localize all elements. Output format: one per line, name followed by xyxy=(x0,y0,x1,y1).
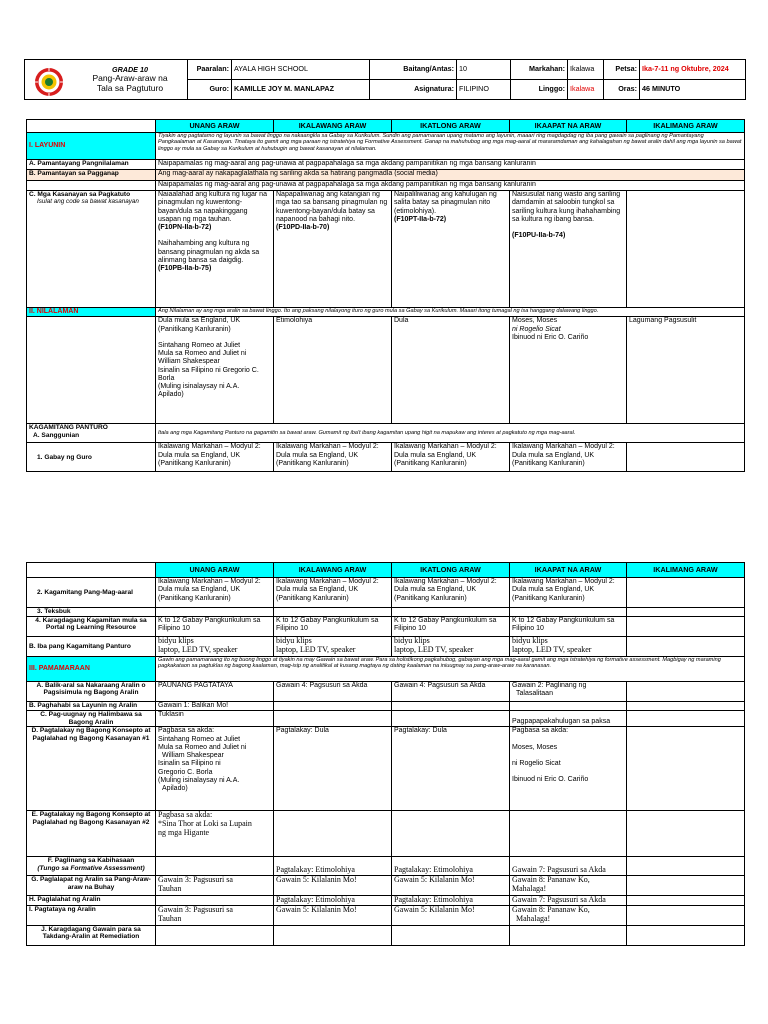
paglalahat-day5 xyxy=(627,896,745,906)
doc-title-line-2: Tala sa Pagtuturo xyxy=(96,82,164,93)
nilalaman-day4-summary: Ibinuod ni Eric O. Cariño xyxy=(512,333,589,341)
balik-aral-day3: Gawain 4: Pagsusuri sa Akda xyxy=(392,682,510,702)
pamantayan-sa-pagganap-text: Ang mag-aaral ay nakapaglalathala ng sariling akda sa hatirang pangmadla (social media) xyxy=(156,170,745,181)
laptop-line: laptop, LED TV, speaker xyxy=(512,644,592,654)
kasanayan-day3-code: (F10PT-IIa-b-72) xyxy=(394,215,447,223)
pagtataya-day4 xyxy=(510,906,627,926)
portal-day3 xyxy=(392,617,510,637)
nilalaman-note: Ang Nilalaman ay ang mga aralin sa bawat linggo. Ito ang paksang nilalayong ituro ng guro mula sa Gabay sa Kurikulum. Maaari itong tumagal ng isa hanggang dalawang linggo. xyxy=(156,308,745,317)
nilalaman-day1-line: Mula sa Romeo and Juliet ni xyxy=(158,350,247,357)
pagtataya-day2: Gawain 5: Kilalanin Mo! xyxy=(274,906,392,926)
quarter-value: Ikalawa xyxy=(568,60,604,80)
day-header-2: IKALAWANG ARAW xyxy=(274,120,392,133)
portal-day5 xyxy=(627,617,745,637)
plan-table-2 xyxy=(26,562,745,946)
bidyu-line: bidyu klips xyxy=(158,636,194,645)
pagtalakay-1-day2: Pagtalakay: Dula xyxy=(274,727,392,811)
portal-day1 xyxy=(156,617,274,637)
modyul-line: Ikalawang Markahan – Modyul 2: xyxy=(158,578,261,585)
kagamitang-mag-aaral-day3 xyxy=(392,578,510,608)
paghahabi-day3 xyxy=(392,702,510,711)
doc-title-line-1: Pang-Araw-araw na xyxy=(92,72,168,83)
k12-line: Filipino 10 xyxy=(512,625,544,633)
kasanayan-day3 xyxy=(392,191,510,308)
pag-uugnay-day3 xyxy=(392,711,510,727)
modyul-line: (Panitikang Kanluranin) xyxy=(394,594,467,602)
day-header-1: UNANG ARAW xyxy=(156,120,274,133)
akda-line: Moses, Moses xyxy=(512,743,558,751)
kagamitan-label: KAGAMITANG PANTURO xyxy=(29,424,108,432)
gawain-8-line: Gawain 8: Pananaw Ko, xyxy=(512,905,590,915)
time-value: 46 MINUTO xyxy=(640,80,746,100)
nilalaman-day1-line: William Shakespear xyxy=(158,358,220,366)
takdang-aralin-label: J. Karagdagang Gawain para sa Takdang-Aralin at Remediation xyxy=(27,926,156,946)
quarter-label: Markahan: xyxy=(511,60,568,80)
k12-line: K to 12 Gabay Pangkurikulum sa xyxy=(158,617,261,624)
kagamitang-mag-aaral-label: 2. Kagamitang Pang-Mag-aaral xyxy=(27,578,156,608)
akda-line: Isinalin sa Filipino ni xyxy=(158,760,221,768)
week-label: Linggo: xyxy=(511,80,568,100)
gabay-day5 xyxy=(627,443,745,472)
gawain-8-line: Gawain 8: Pananaw Ko, xyxy=(512,875,590,885)
nilalaman-day4 xyxy=(510,317,627,424)
modyul-line: Ikalawang Markahan – Modyul 2: xyxy=(276,578,379,585)
gabay-day2 xyxy=(274,443,392,472)
day-header-5: IKALIMANG ARAW xyxy=(627,563,745,578)
kagamitang-mag-aaral-day1 xyxy=(156,578,274,608)
paglinang-day2: Pagtalakay: Etimolohiya xyxy=(274,857,392,876)
paghahabi-label: B. Paghahabi sa Layunin ng Aralin xyxy=(27,702,156,711)
portal-label: 4. Karagdagang Kagamitan mula sa Portal ng Learning Resource xyxy=(27,617,156,637)
nilalaman-day1-line: Isinalin sa Filipino ni Gregorio C. xyxy=(158,366,259,374)
nilalaman-day1-line: (Muling isinalaysay ni A.A. xyxy=(158,383,240,390)
gabay-line: Ikalawang Markahan – Modyul 2: xyxy=(394,443,497,451)
pamantayang-pangnilalaman-text: Naipapamalas ng mag-aaral ang pag-unawa at pagpapahalaga sa mga akdang pampanitikan ng mga bansang kanluranin xyxy=(156,160,745,170)
paglinang-day1 xyxy=(156,857,274,876)
kasanayan-day1-text: Naiaalahad ang kultura ng lugar na pinagmulan ng kuwentong-bayan/dula sa napakinggang usapan ng mga tauhan. xyxy=(158,191,267,223)
akda-line: (Muling isinalaysay ni A.A. xyxy=(158,776,240,784)
day-header-4: IKAAPAT NA ARAW xyxy=(510,563,627,578)
pag-uugnay-day4: Pagpapapakahulugan sa paksa xyxy=(510,711,627,727)
modyul-line: Ikalawang Markahan – Modyul 2: xyxy=(394,578,497,585)
gabay-day3 xyxy=(392,443,510,472)
gabay-label: 1. Gabay ng Guro xyxy=(27,443,156,472)
paglalapat-day2: Gawain 5: Kilalanin Mo! xyxy=(274,876,392,896)
modyul-line: Ikalawang Markahan – Modyul 2: xyxy=(512,578,615,585)
pagtalakay-1-day1 xyxy=(156,727,274,811)
pagtalakay-2-day4 xyxy=(510,811,627,857)
teksbuk-day5 xyxy=(627,608,745,617)
paglalahat-day2: Pagtalakay: Etimolohiya xyxy=(274,896,392,906)
balik-aral-label: A. Balik-aral sa Nakaraang Aralin o Pagsisimula ng Bagong Aralin xyxy=(27,682,156,702)
pamantayang-pangnilalaman-label: A. Pamantayang Pangnilalaman xyxy=(27,160,156,170)
kasanayan-day4-code: (F10PU-IIa-b-74) xyxy=(512,232,566,239)
nilalaman-day1 xyxy=(156,317,274,424)
nilalaman-day1-line: Dula mula sa England, UK xyxy=(158,317,241,325)
gabay-line: Dula mula sa England, UK xyxy=(276,451,359,459)
pamamaraan-label: III. PAMAMARAAN xyxy=(27,657,156,682)
paglalapat-day3: Gawain 5: Kilalanin Mo! xyxy=(392,876,510,896)
modyul-line: Dula mula sa England, UK xyxy=(276,586,359,594)
paglalahat-day3: Pagtalakay: Etimolohiya xyxy=(392,896,510,906)
takdang-aralin-day3 xyxy=(392,926,510,946)
pagtalakay-2-day3 xyxy=(392,811,510,857)
layunin-note: Tiyakin ang pagtatamo ng layunin sa bawat linggo na nakaangkla sa Gabay sa Kurikulum. Sundin ang pamamaraan upang matamo ang layunin, maaari ring magdagdag ng iba pang gawain sa paglinang ng Pamantayang Pangkaalaman at Kasanayan. Tinataya ito gamit ang mga paraan ng istratehiya ng Formative Assessment. Ganap na mahuhubog ang mga mag-aaral at mararamdaman ang kahalagahan ng bawat aralin dahil ang mga layunin sa bawat linggo ay mula sa Gabay sa Kurikulum at huhubugin ang bawat kasanayan at nilalaman. xyxy=(156,133,745,160)
nilalaman-day4-title: Moses, Moses xyxy=(512,317,558,325)
akda-line: ni Rogelio Sicat xyxy=(512,759,561,767)
pag-uugnay-label: C. Pag-uugnay ng Halimbawa sa Bagong Aralin xyxy=(27,711,156,727)
laptop-line: laptop, LED TV, speaker xyxy=(394,644,474,654)
gabay-line: (Panitikang Kanluranin) xyxy=(394,459,467,467)
day-header-4: IKAAPAT NA ARAW xyxy=(510,120,627,133)
kasanayan-day1-code: (F10PN-IIa-b-72) xyxy=(158,224,212,231)
thor-line: Pagbasa sa akda: xyxy=(158,810,213,820)
gabay-line: Dula mula sa England, UK xyxy=(394,451,477,459)
takdang-aralin-day5 xyxy=(627,926,745,946)
k12-line: K to 12 Gabay Pangkurikulum sa xyxy=(394,617,497,624)
k12-line: K to 12 Gabay Pangkurikulum sa xyxy=(276,617,379,624)
akda-line: Sintahang Romeo at Juliet xyxy=(158,735,241,743)
plan-table-1 xyxy=(26,119,745,472)
kasanayan-label: C. Mga Kasanayan sa Pagkatuto xyxy=(29,191,131,198)
paglalahat-day4: Gawain 7: Pagsusuri sa Akda xyxy=(510,896,627,906)
akda-line: Mula sa Romeo and Juliet ni xyxy=(158,743,247,751)
header-title-cell xyxy=(25,60,188,100)
teacher-value: KAMILLE JOY M. MANLAPAZ xyxy=(232,80,370,100)
kasanayan-day5 xyxy=(627,191,745,308)
portal-day4 xyxy=(510,617,627,637)
paglinang-day5 xyxy=(627,857,745,876)
akda-line: Apilado) xyxy=(162,785,188,792)
kasanayan-day1-code2: (F10PB-IIa-b-75) xyxy=(158,265,212,272)
iba-pang-kagamitan-day1 xyxy=(156,637,274,657)
bidyu-line: bidyu klips xyxy=(512,636,548,645)
corner-cell-2 xyxy=(27,563,156,578)
gabay-day1 xyxy=(156,443,274,472)
nilalaman-day4-author: ni Rogelio Sicat xyxy=(512,325,561,333)
pagtalakay-2-day1 xyxy=(156,811,274,857)
paglalapat-label: G. Paglalapat ng Aralin sa Pang-Araw-araw na Buhay xyxy=(27,876,156,896)
paglalahat-label: H. Paglalahat ng Aralin xyxy=(27,896,156,906)
k12-line: Filipino 10 xyxy=(276,625,308,633)
grade-title: GRADE 10 xyxy=(112,64,148,74)
teacher-label: Guro: xyxy=(188,80,232,100)
gabay-line: (Panitikang Kanluranin) xyxy=(158,459,231,467)
gabay-line: Ikalawang Markahan – Modyul 2: xyxy=(276,443,379,451)
day-header-1: UNANG ARAW xyxy=(156,563,274,578)
modyul-line: Dula mula sa England, UK xyxy=(394,586,477,594)
pagtalakay-1-day4 xyxy=(510,727,627,811)
kasanayan-day1 xyxy=(156,191,274,308)
pagtalakay-1-day5 xyxy=(627,727,745,811)
takdang-aralin-day2 xyxy=(274,926,392,946)
layunin-label: I. LAYUNIN xyxy=(27,133,156,160)
thor-line: ng mga Higante xyxy=(158,827,210,837)
laptop-line: laptop, LED TV, speaker xyxy=(158,644,238,654)
kagamitang-mag-aaral-day5 xyxy=(627,578,745,608)
iba-pang-kagamitan-day4 xyxy=(510,637,627,657)
modyul-line: Dula mula sa England, UK xyxy=(158,586,241,594)
paglalapat-day5 xyxy=(627,876,745,896)
nilalaman-blank xyxy=(27,317,156,424)
school-label: Paaralan: xyxy=(188,60,232,80)
gawain-3-line: Gawain 3: Pagsusuri sa xyxy=(158,875,233,885)
akda-line: Gregorio C. Borla xyxy=(158,768,213,776)
balik-aral-day1: PAUNANG PAGTATAYA xyxy=(156,682,274,702)
akda-line: Pagbasa sa akda: xyxy=(512,727,569,735)
time-label: Oras: xyxy=(604,80,640,100)
day-header-2: IKALAWANG ARAW xyxy=(274,563,392,578)
subject-value: FILIPINO xyxy=(457,80,511,100)
paglinang-day4: Gawain 7: Pagsusuri sa Akda xyxy=(510,857,627,876)
header-table xyxy=(24,59,746,100)
blank-label xyxy=(27,181,156,191)
kagamitang-mag-aaral-day2 xyxy=(274,578,392,608)
gabay-line: Dula mula sa England, UK xyxy=(512,451,595,459)
gabay-line: Ikalawang Markahan – Modyul 2: xyxy=(512,443,615,451)
k12-line: K to 12 Gabay Pangkurikulum sa xyxy=(512,617,615,624)
nilalaman-day1-line: (Panitikang Kanluranin) xyxy=(158,325,231,333)
gawain-3-line: Tauhan xyxy=(158,884,182,894)
bidyu-line: bidyu klips xyxy=(276,636,312,645)
day-header-3: IKATLONG ARAW xyxy=(392,563,510,578)
gabay-line: (Panitikang Kanluranin) xyxy=(512,459,585,467)
kasanayan-day4 xyxy=(510,191,627,308)
iba-pang-kagamitan-day2 xyxy=(274,637,392,657)
gawain-2-line: Gawain 2: Paglinang ng xyxy=(512,682,587,689)
kagamitan-note: Itala ang mga Kagamitang Panturo na gagamitin sa bawat araw. Gumamit ng iba't ibang kagamitan upang higit na mapukaw ang interes at pagkatuto ng mga mag-aaral. xyxy=(156,424,745,443)
balik-aral-day2: Gawain 4: Pagsusuri sa Akda xyxy=(274,682,392,702)
kasanayan-day2-text: Napapaliwanag ang katangian ng mga tao sa bansang pinagmulan ng kuwentong-bayan/dula batay sa napanood na bahagi nito. xyxy=(276,191,388,223)
paglinang-sub: (Tungo sa Formative Assessment) xyxy=(37,864,145,872)
kasanayan-label-cell xyxy=(27,191,156,308)
nilalaman-day1-line: Apilado) xyxy=(158,391,184,399)
pagtalakay-2-day2 xyxy=(274,811,392,857)
takdang-aralin-day1 xyxy=(156,926,274,946)
gabay-line: Ikalawang Markahan – Modyul 2: xyxy=(158,443,261,451)
school-value: AYALA HIGH SCHOOL xyxy=(232,60,370,80)
laptop-line: laptop, LED TV, speaker xyxy=(276,644,356,654)
gawain-3-line: Tauhan xyxy=(158,913,182,923)
pag-uugnay-day5 xyxy=(627,711,745,727)
gawain-3-line: Gawain 3: Pagsusuri sa xyxy=(158,905,233,915)
paghahabi-day1: Gawain 1: Balikan Mo! xyxy=(156,702,274,711)
gabay-line: (Panitikang Kanluranin) xyxy=(276,459,349,467)
paglalahat-day1 xyxy=(156,896,274,906)
teksbuk-day4 xyxy=(510,608,627,617)
pagtataya-day1 xyxy=(156,906,274,926)
teksbuk-day1 xyxy=(156,608,274,617)
pagtataya-label: I. Pagtataya ng Aralin xyxy=(27,906,156,926)
day-header-5: IKALIMANG ARAW xyxy=(627,120,745,133)
paglinang-label-cell xyxy=(27,857,156,876)
paglinang-label: F. Paglinang sa Kabihasaan xyxy=(47,857,135,865)
pag-uugnay-day1: Tuklasin xyxy=(156,711,274,727)
day-header-3: IKATLONG ARAW xyxy=(392,120,510,133)
grade-value: 10 xyxy=(457,60,511,80)
pagtalakay-2-day5 xyxy=(627,811,745,857)
akda-line: William Shakespear xyxy=(162,752,224,759)
iba-pang-kagamitan-label: B. Iba pang Kagamitang Panturo xyxy=(27,637,156,657)
gawain-8-line: Mahalaga! xyxy=(512,884,547,894)
kasanayan-day1-text2: Naihahambing ang kultura ng bansang pinagmulan ng akda sa alinmang bansa sa daigdig. xyxy=(158,240,260,264)
iba-pang-kagamitan-day3 xyxy=(392,637,510,657)
nilalaman-day2: Etimolohiya xyxy=(274,317,392,424)
gawain-2-line: Talasalitaan xyxy=(516,690,553,698)
balik-aral-day5 xyxy=(627,682,745,702)
gawain-8-line: Mahalaga! xyxy=(516,913,551,923)
iba-pang-kagamitan-day5 xyxy=(627,637,745,657)
pamantayan-repeat-text: Naipapamalas ng mag-aaral ang pag-unawa at pagpapahalaga sa mga akdang pampanitikan ng mga bansang kanluranin xyxy=(156,181,745,191)
pagtalakay-2-label: E. Pagtalakay ng Bagong Konsepto at Paglalahad ng Bagong Kasanayan #2 xyxy=(27,811,156,857)
pag-uugnay-day2 xyxy=(274,711,392,727)
kagamitang-mag-aaral-day4 xyxy=(510,578,627,608)
pagtataya-day5 xyxy=(627,906,745,926)
paghahabi-day4 xyxy=(510,702,627,711)
paghahabi-day2 xyxy=(274,702,392,711)
thor-line: *Sina Thor at Loki sa Lupain xyxy=(158,819,252,829)
k12-line: Filipino 10 xyxy=(394,625,426,633)
nilalaman-day1-line: Sintahang Romeo at Juliet xyxy=(158,341,241,349)
nilalaman-day5: Lagumang Pagsusulit xyxy=(627,317,745,424)
gabay-day4 xyxy=(510,443,627,472)
kasanayan-day2 xyxy=(274,191,392,308)
subject-label: Asignatura: xyxy=(370,80,457,100)
balik-aral-day4 xyxy=(510,682,627,702)
nilalaman-label: II. NILALAMAN xyxy=(27,308,156,317)
paglinang-day3: Pagtalakay: Etimolohiya xyxy=(392,857,510,876)
pagtataya-day3: Gawain 5: Kilalanin Mo! xyxy=(392,906,510,926)
kasanayan-day2-code: (F10PD-IIa-b-70) xyxy=(276,224,330,231)
week-value: Ikalawa xyxy=(568,80,604,100)
paglalapat-day4 xyxy=(510,876,627,896)
teksbuk-day2 xyxy=(274,608,392,617)
paghahabi-day5 xyxy=(627,702,745,711)
kasanayan-sub: Isulat ang code sa bawat kasanayan xyxy=(37,198,139,206)
teksbuk-day3 xyxy=(392,608,510,617)
akda-line: Ibinuod ni Eric O. Cariño xyxy=(512,776,589,783)
pagtalakay-1-label: D. Pagtalakay ng Bagong Konsepto at Paglalahad ng Bagong Kasanayan #1 xyxy=(27,727,156,811)
nilalaman-day1-line: Borla xyxy=(158,374,175,382)
teksbuk-label: 3. Teksbuk xyxy=(27,608,156,617)
gabay-line: Dula mula sa England, UK xyxy=(158,451,241,459)
pamantayan-sa-pagganap-label: B. Pamantayan sa Pagganap xyxy=(27,170,156,181)
nilalaman-day3: Dula xyxy=(392,317,510,424)
sanggunian-label: A. Sanggunian xyxy=(33,431,80,439)
pagtalakay-1-day3: Pagtalakay: Dula xyxy=(392,727,510,811)
pamamaraan-note: Gawin ang pamamaraang ito ng buong linggo at tiyakin na may Gawain sa bawat araw. Para sa holistikong pagkahubog, gabayan ang mga mag-aaral gamit ang mga istratehiya ng formative assessment. Magbigay ng maraming pagkakataon sa pagtuklas ng bagong kaalaman, mag-isip ng analitikal at kusang magtaya ng dating kaalaman na iniuugnay sa pang-araw-araw na karanasan. xyxy=(156,657,745,682)
paglalapat-day1 xyxy=(156,876,274,896)
portal-day2 xyxy=(274,617,392,637)
takdang-aralin-day4 xyxy=(510,926,627,946)
modyul-line: Dula mula sa England, UK xyxy=(512,586,595,594)
kagamitan-label-cell xyxy=(27,424,156,443)
date-value: Ika-7-11 ng Oktubre, 2024 xyxy=(640,60,746,80)
modyul-line: (Panitikang Kanluranin) xyxy=(158,594,231,602)
grade-label: Baitang/Antas: xyxy=(370,60,457,80)
corner-cell xyxy=(27,120,156,133)
kasanayan-day3-text: Naipaliliwanag ang kahulugan ng salita batay sa pinagmulan nito (etimolohiya). xyxy=(394,191,497,215)
date-label: Petsa: xyxy=(604,60,640,80)
kasanayan-day4-text: Naisusulat nang wasto ang sariling damdamin at saloobin tungkol sa sariling kultura kung ihahahambing sa kultura ng ibang bansa. xyxy=(512,191,621,223)
modyul-line: (Panitikang Kanluranin) xyxy=(512,594,585,602)
modyul-line: (Panitikang Kanluranin) xyxy=(276,594,349,602)
akda-line: Pagbasa sa akda: xyxy=(158,727,215,735)
k12-line: Filipino 10 xyxy=(158,625,190,633)
bidyu-line: bidyu klips xyxy=(394,636,430,645)
